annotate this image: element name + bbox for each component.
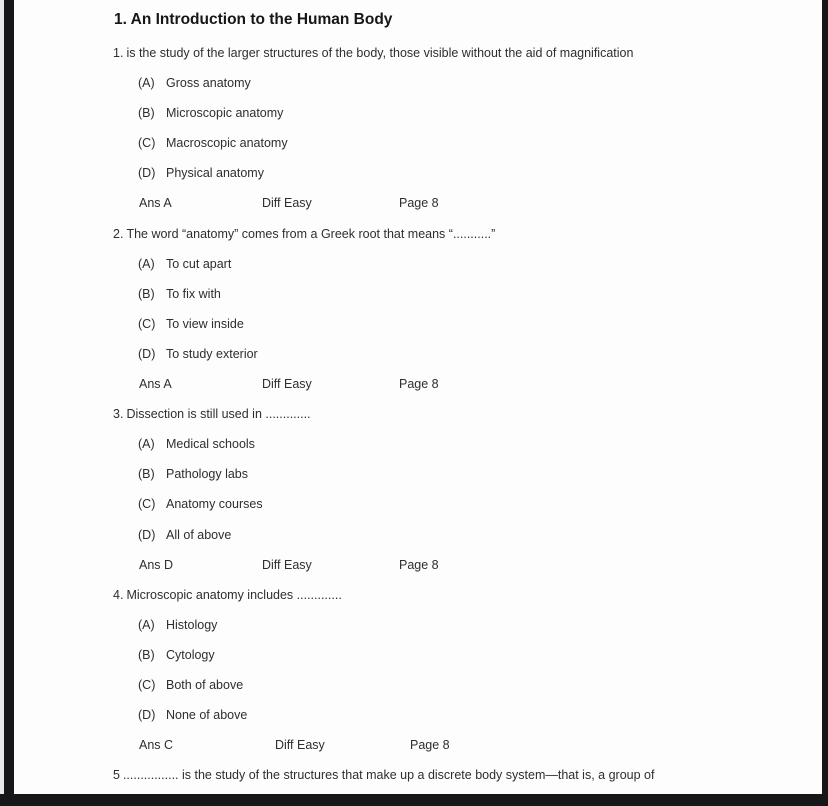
question-line: [14, 406, 822, 436]
option-line: [14, 647, 822, 677]
question-text: The word “anatomy” comes from a Greek root that means “...........”: [126, 226, 496, 241]
option-line: [14, 75, 822, 105]
options-list: [14, 256, 822, 376]
options-list: [14, 617, 822, 737]
answer-label: Ans C: [139, 738, 174, 753]
option-text: To view inside: [166, 316, 244, 331]
option-line: [14, 256, 822, 286]
question-line: [14, 767, 822, 797]
question-number: 5: [113, 768, 120, 783]
option-letter: (B): [138, 467, 155, 482]
option-line: [14, 466, 822, 496]
options-list: [14, 75, 822, 195]
option-text: Both of above: [166, 677, 244, 692]
question-line: [14, 45, 822, 75]
option-letter: (C): [138, 136, 156, 151]
option-line: [14, 135, 822, 165]
option-text: Histology: [166, 617, 218, 632]
option-letter: (A): [138, 76, 155, 91]
option-letter: (D): [138, 708, 156, 723]
answer-meta-row: [14, 737, 822, 767]
option-text: To study exterior: [166, 346, 258, 361]
option-line: [14, 316, 822, 346]
page-ref-label: Page 8: [399, 557, 439, 572]
option-text: Medical schools: [166, 437, 255, 452]
answer-label: Ans A: [139, 377, 172, 392]
question-number: 2.: [113, 226, 124, 241]
left-edge-sliver: [0, 0, 4, 794]
option-letter: (C): [138, 497, 156, 512]
chapter-heading: 1. An Introduction to the Human Body: [114, 11, 393, 28]
option-line: [14, 677, 822, 707]
option-letter: (A): [138, 256, 155, 271]
option-text: To fix with: [166, 286, 221, 301]
answer-meta-row: [14, 376, 822, 406]
difficulty-label: Diff Easy: [275, 738, 325, 753]
option-text: Pathology labs: [166, 467, 249, 482]
option-text: None of above: [166, 708, 248, 723]
option-line: [14, 436, 822, 466]
question-block: [14, 587, 822, 768]
question-block: [14, 45, 822, 226]
answer-label: Ans D: [139, 557, 174, 572]
options-list: [14, 436, 822, 556]
option-line: [14, 617, 822, 647]
option-line: [14, 346, 822, 376]
question-number: 4.: [113, 587, 124, 602]
option-letter: (A): [138, 617, 155, 632]
page-ref-label: Page 8: [399, 196, 439, 211]
question-block: [14, 226, 822, 407]
option-letter: (D): [138, 346, 156, 361]
difficulty-label: Diff Easy: [262, 557, 312, 572]
question-block: [14, 406, 822, 587]
option-text: Macroscopic anatomy: [166, 136, 288, 151]
option-line: [14, 496, 822, 526]
document-page: [14, 0, 822, 794]
question-line: [14, 587, 822, 617]
question-line: [14, 226, 822, 256]
option-text: Cytology: [166, 647, 215, 662]
option-text: To cut apart: [166, 256, 232, 271]
question-text: Dissection is still used in .............: [126, 407, 311, 422]
option-text: All of above: [166, 527, 232, 542]
question-number: 3.: [113, 407, 124, 422]
option-letter: (D): [138, 527, 156, 542]
option-line: [14, 165, 822, 195]
answer-meta-row: [14, 195, 822, 225]
question-text: is the study of the larger structures of the body, those visible without the aid of magnification: [126, 46, 634, 60]
difficulty-label: Diff Easy: [262, 377, 312, 392]
option-letter: (C): [138, 677, 156, 692]
page-ref-label: Page 8: [399, 377, 439, 392]
option-letter: (B): [138, 286, 155, 301]
question-text: Microscopic anatomy includes .............: [126, 587, 342, 602]
option-letter: (A): [138, 437, 155, 452]
option-line: [14, 105, 822, 135]
option-line: [14, 286, 822, 316]
option-letter: (D): [138, 166, 156, 181]
option-line: [14, 527, 822, 557]
answer-meta-row: [14, 557, 822, 587]
option-line: [14, 707, 822, 737]
option-text: Physical anatomy: [166, 166, 264, 181]
answer-label: Ans A: [139, 196, 172, 211]
option-text: Anatomy courses: [166, 497, 263, 512]
option-text: Gross anatomy: [166, 76, 251, 91]
questions-list: [14, 45, 822, 797]
option-letter: (B): [138, 647, 155, 662]
question-text: ................ is the study of the structures that make up a discrete body system—that is, a group of: [122, 768, 655, 783]
option-text: Microscopic anatomy: [166, 106, 284, 121]
difficulty-label: Diff Easy: [262, 196, 312, 211]
question-number: 1.: [113, 46, 124, 60]
option-letter: (C): [138, 316, 156, 331]
question-block: [14, 767, 822, 797]
page-ref-label: Page 8: [410, 738, 450, 753]
option-letter: (B): [138, 106, 155, 121]
